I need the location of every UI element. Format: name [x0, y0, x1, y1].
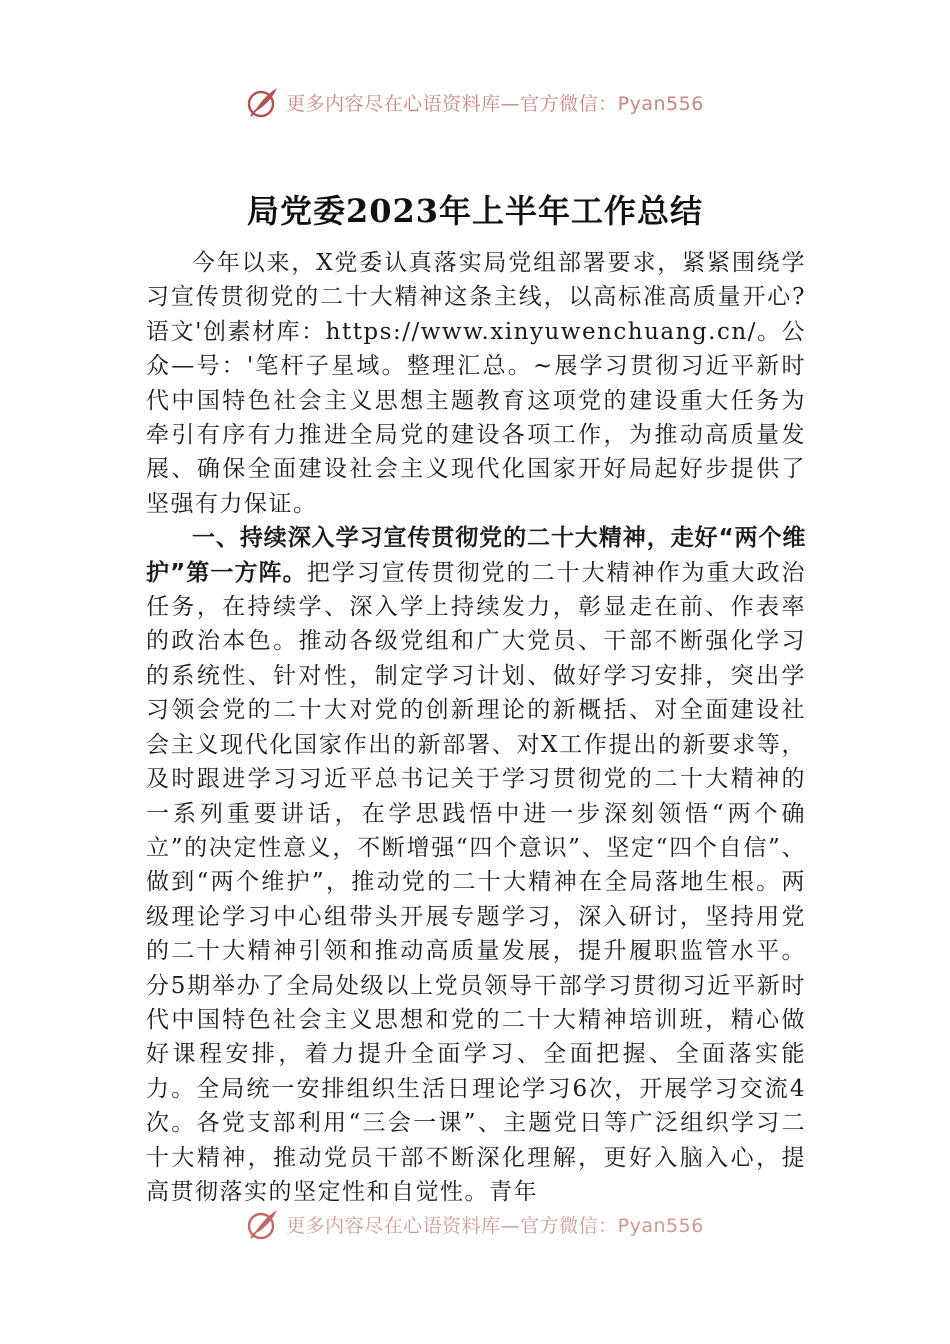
quill-logo-icon [246, 85, 280, 119]
watermark-footer [0, 1206, 950, 1242]
section-1-heading: 一、持续深入学习宣传贯彻党的二十大精神，走好“两个维护”第一方阵。 [146, 525, 806, 586]
document-body [146, 246, 806, 1209]
watermark-header [0, 84, 950, 120]
quill-logo-icon [246, 1207, 280, 1241]
watermark-text: 更多内容尽在心语资料库—官方微信：Pyan556 [286, 92, 704, 115]
document-title: 局党委2023年上半年工作总结 [246, 192, 704, 230]
section-1-body: 把学习宣传贯彻党的二十大精神作为重大政治任务，在持续学、深入学上持续发力，彰显走在前、作表率的政治本色。推动各级党组和广大党员、干部不断强化学习的系统性、针对性，制定学习计划、做好学习安排，突出学习领会党的二十大对党的创新理论的新概括、对全面建设社会主义现代化国家作出的新部署、对X工作提出的新要求等，及时跟进学习习近平总书记关于学习贯彻党的二十大精神的一系列重要讲话，在学思践悟中进一步深刻领悟“两个确立”的决定性意义，不断增强“四个意识”、坚定“四个自信”、做到“两个维护”，推动党的二十大精神在全局落地生根。两级理论学习中心组带头开展专题学习，深入研讨，坚持用党的二十大精神引领和推动高质量发展，提升履职监管水平。分5期举办了全局处级以上党员领导干部学习贯彻习近平新时代中国特色社会主义思想和党的二十大精神培训班，精心做好课程安排，着力提升全面学习、全面把握、全面落实能力。全局统一安排组织生活日理论学习6次，开展学习交流4次。各党支部利用“三会一课”、主题党日等广泛组织学习二十大精神，推动党员干部不断深化理解，更好入脑入心，提高贯彻落实的坚定性和自觉性。青年 [146, 559, 806, 1205]
watermark-text: 更多内容尽在心语资料库—官方微信：Pyan556 [286, 1214, 704, 1237]
intro-paragraph: 今年以来，X党委认真落实局党组部署要求，紧紧围绕学习宣传贯彻党的二十大精神这条主线，以高标准高质量开心?语文'创素材库：https://www.xinyuwenchuang.cn/。公众—号：'笔杆子星域。整理汇总。~展学习贯彻习近平新时代中国特色社会主义思想主题教育这项党的建设重大任务为牵引有序有力推进全局党的建设各项工作，为推动高质量发展、确保全面建设社会主义现代化国家开好局起好步提供了坚强有力保证。 [146, 250, 806, 517]
section-1-paragraph [146, 521, 806, 1209]
